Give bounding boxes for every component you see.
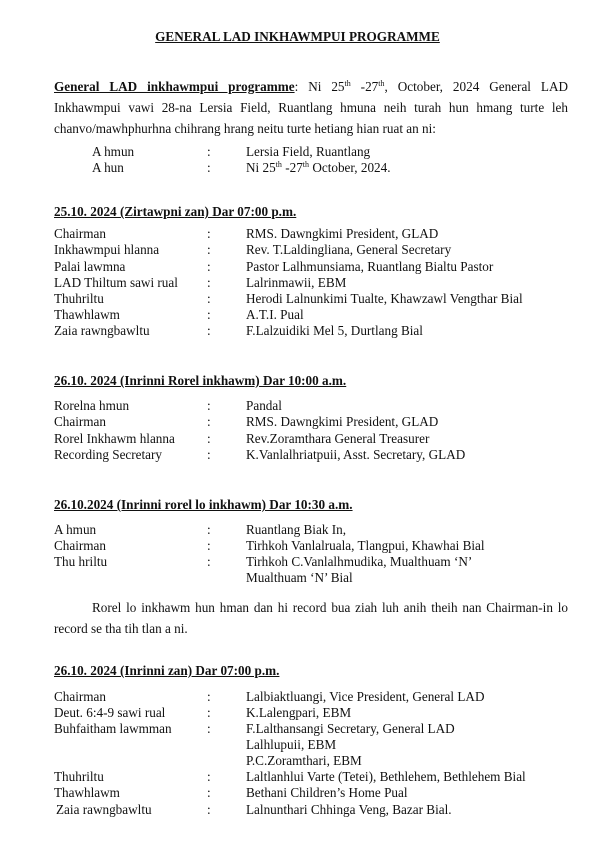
row-value: Herodi Lalnunkimi Tualte, Khawzawl Vengthar Bial: [246, 291, 523, 306]
row-label: Chairman: [54, 538, 107, 553]
session-row: [0, 398, 595, 414]
colon: :: [207, 785, 211, 800]
venue-place-value: Lersia Field, Ruantlang: [246, 144, 371, 159]
colon: :: [207, 769, 211, 784]
session-row: [0, 538, 595, 554]
session-row: [0, 705, 595, 721]
row-label: Palai lawmna: [54, 259, 126, 274]
row-label: Thu hriltu: [54, 554, 108, 569]
row-label: Rorel Inkhawm hlanna: [54, 431, 175, 446]
row-value: K.Lalengpari, EBM: [246, 705, 352, 720]
session-row-continuation: [0, 570, 595, 586]
intro-text-2: -27: [350, 79, 379, 94]
colon: :: [207, 802, 211, 817]
row-label: Deut. 6:4-9 sawi rual: [54, 705, 166, 720]
row-value: Lalrinmawii, EBM: [246, 275, 347, 290]
intro-text-3: , October, 2024 General LAD Inkhawmpui vawi 28-na Lersia Field, Ruantlang hmuna neih turah hun hmang turte leh chanvo/mawhphurhna chihrang hrang neitu turte hetiang hian ruat an ni:: [54, 79, 568, 136]
intro-colon: :: [294, 79, 299, 94]
colon: :: [207, 689, 211, 704]
row-value: K.Vanlalhriatpuii, Asst. Secretary, GLAD: [246, 447, 466, 462]
document-title: GENERAL LAD INKHAWMPUI PROGRAMME: [155, 29, 440, 44]
venue-time-row: [0, 160, 595, 176]
intro-lead: General LAD inkhawmpui programme: [54, 79, 295, 94]
session-row: [0, 275, 595, 291]
session-row: [0, 307, 595, 323]
colon: :: [207, 144, 211, 159]
row-value: Tirhkoh Vanlalruala, Tlangpui, Khawhai Bial: [246, 538, 485, 553]
session-row: [0, 447, 595, 463]
row-value: Pastor Lalhmunsiama, Ruantlang Bialtu Pastor: [246, 259, 494, 274]
session-row: [0, 689, 595, 705]
row-label: Thawhlawm: [54, 307, 120, 322]
session-row: [0, 431, 595, 447]
row-label: A hmun: [54, 522, 97, 537]
session-row-continuation: [0, 753, 595, 769]
row-label: Thawhlawm: [54, 785, 120, 800]
session-heading: 25.10. 2024 (Zirtawpni zan) Dar 07:00 p.m.: [54, 204, 297, 219]
row-label: Thuhriltu: [54, 769, 104, 784]
row-label: Recording Secretary: [54, 447, 163, 462]
colon: :: [207, 414, 211, 429]
colon: :: [207, 431, 211, 446]
venue-place-row: [0, 144, 595, 160]
row-label: Chairman: [54, 226, 107, 241]
row-label: Zaia rawngbawltu: [56, 802, 152, 817]
row-value: Bethani Children’s Home Pual: [246, 785, 408, 800]
row-value: Lalnunthari Chhinga Veng, Bazar Bial.: [246, 802, 452, 817]
row-value: RMS. Dawngkimi President, GLAD: [246, 226, 439, 241]
session-row: [0, 259, 595, 275]
row-value: A.T.I. Pual: [246, 307, 304, 322]
colon: :: [207, 447, 211, 462]
row-value: F.Lalthansangi Secretary, General LAD: [246, 721, 455, 736]
colon: :: [207, 307, 211, 322]
session-row: [0, 226, 595, 242]
session-row: [0, 785, 595, 801]
session-row: [0, 802, 595, 818]
row-value: Ruantlang Biak In,: [246, 522, 346, 537]
colon: :: [207, 259, 211, 274]
session-row: [0, 291, 595, 307]
session-row: [0, 323, 595, 339]
colon: :: [207, 554, 211, 569]
row-label: Zaia rawngbawltu: [54, 323, 150, 338]
colon: :: [207, 275, 211, 290]
intro-sup-2: th: [378, 79, 385, 88]
colon: :: [207, 705, 211, 720]
colon: :: [207, 538, 211, 553]
row-value: Laltlanhlui Varte (Tetei), Bethlehem, Bethlehem Bial: [246, 769, 526, 784]
session-row: [0, 414, 595, 430]
colon: :: [207, 160, 211, 175]
session-row: [0, 522, 595, 538]
venue-place-label: A hmun: [92, 144, 135, 159]
row-label: Rorelna hmun: [54, 398, 130, 413]
intro-text-1: Ni 25: [298, 79, 345, 94]
colon: :: [207, 242, 211, 257]
session-row-continuation: [0, 737, 595, 753]
session-heading: 26.10. 2024 (Inrinni zan) Dar 07:00 p.m.: [54, 663, 280, 678]
row-value: Tirhkoh C.Vanlalhmudika, Mualthuam ‘N’: [246, 554, 473, 569]
row-value: RMS. Dawngkimi President, GLAD: [246, 414, 439, 429]
intro-sup-1: th: [344, 79, 351, 88]
session-row: [0, 242, 595, 258]
colon: :: [207, 291, 211, 306]
session-row: [0, 769, 595, 785]
row-value: P.C.Zoramthari, EBM: [246, 753, 362, 768]
row-label: LAD Thiltum sawi rual: [54, 275, 178, 290]
session-row: [0, 554, 595, 570]
session-row: [0, 721, 595, 737]
record-note: Rorel lo inkhawm hun hman dan hi record bua ziah luh anih theih nan Chairman-in lo record se tha tih tlan a ni.: [54, 600, 568, 636]
row-label: Chairman: [54, 414, 107, 429]
session-heading: 26.10. 2024 (Inrinni Rorel inkhawm) Dar 10:00 a.m.: [54, 373, 347, 388]
row-label: Inkhawmpui hlanna: [54, 242, 160, 257]
colon: :: [207, 398, 211, 413]
row-value: F.Lalzuidiki Mel 5, Durtlang Bial: [246, 323, 423, 338]
row-label: Chairman: [54, 689, 107, 704]
session-heading: 26.10.2024 (Inrinni rorel lo inkhawm) Dar 10:30 a.m.: [54, 497, 353, 512]
row-value: Mualthuam ‘N’ Bial: [246, 570, 353, 585]
row-label: Thuhriltu: [54, 291, 104, 306]
row-value: Pandal: [246, 398, 282, 413]
row-value: Rev. T.Laldingliana, General Secretary: [246, 242, 452, 257]
intro-paragraph: [54, 76, 568, 139]
venue-time-label: A hun: [92, 160, 124, 175]
row-label: Buhfaitham lawmman: [54, 721, 172, 736]
venue-time-value: Ni 25th -27th October, 2024.: [246, 160, 391, 175]
row-value: Lalbiaktluangi, Vice President, General LAD: [246, 689, 485, 704]
colon: :: [207, 226, 211, 241]
colon: :: [207, 721, 211, 736]
colon: :: [207, 323, 211, 338]
row-value: Lalhlupuii, EBM: [246, 737, 337, 752]
row-value: Rev.Zoramthara General Treasurer: [246, 431, 430, 446]
colon: :: [207, 522, 211, 537]
